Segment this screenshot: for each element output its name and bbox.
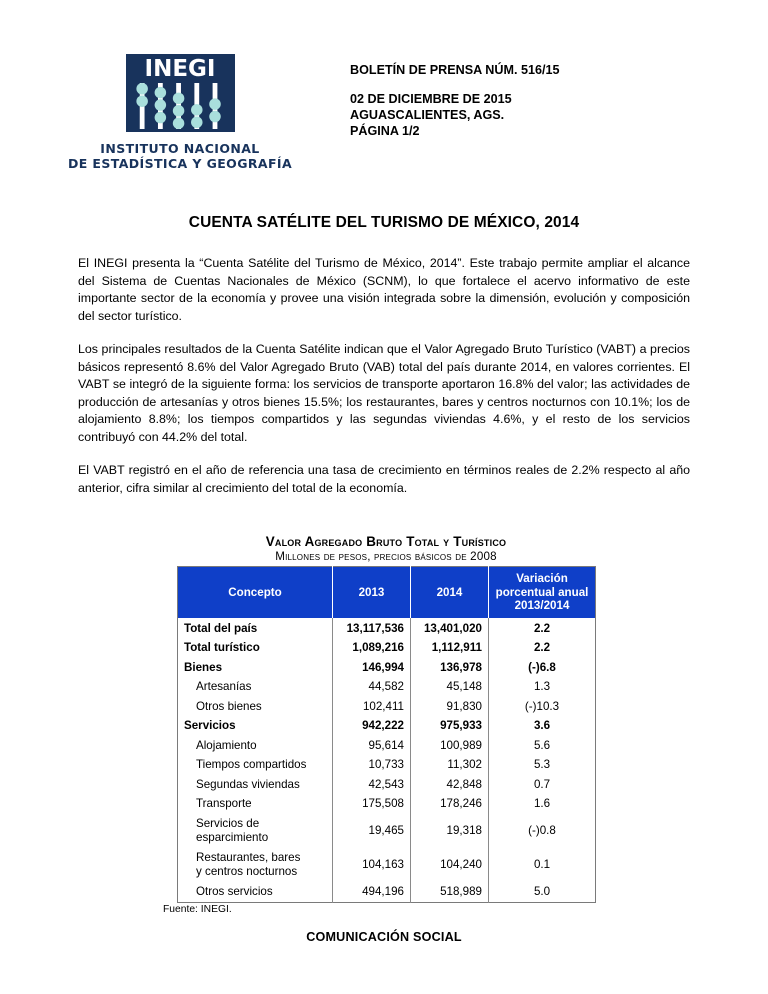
cell-2014: 42,848 — [411, 775, 489, 795]
cell-2014: 45,148 — [411, 678, 489, 698]
cell-concept — [178, 756, 333, 776]
header-meta — [340, 52, 559, 139]
table-row — [178, 678, 596, 698]
inegi-logo — [0, 52, 340, 171]
table-row — [178, 618, 596, 639]
cell-2014: 19,318 — [411, 814, 489, 848]
cell-2014: 518,989 — [411, 882, 489, 902]
concept-line: Transporte — [196, 797, 252, 810]
cell-concept — [178, 775, 333, 795]
cell-2014: 975,933 — [411, 717, 489, 737]
cell-2013: 175,508 — [333, 795, 411, 815]
col-header-concepto: Concepto — [178, 567, 333, 618]
abacus-icon — [134, 83, 227, 129]
inegi-wordmark: INEGI — [144, 56, 216, 82]
cell-2014: 11,302 — [411, 756, 489, 776]
cell-2013: 13,117,536 — [333, 618, 411, 639]
cell-variacion: 1.6 — [489, 795, 596, 815]
cell-variacion: 0.1 — [489, 848, 596, 882]
concept-line: Segundas viviendas — [196, 777, 300, 791]
variacion-line-3: 2013/2014 — [514, 599, 570, 612]
cell-concept — [178, 814, 333, 848]
cell-2013: 942,222 — [333, 717, 411, 737]
inegi-tagline — [68, 141, 292, 171]
bulletin-date: 02 DE DICIEMBRE DE 2015 — [350, 92, 512, 106]
table-row — [178, 775, 596, 795]
table-row — [178, 848, 596, 882]
table-source-note: Fuente: INEGI. — [163, 903, 232, 915]
table-row — [178, 658, 596, 678]
concept-line: y centros nocturnos — [196, 865, 298, 878]
paragraph-2: Los principales resultados de la Cuenta Satélite indican que el Valor Agregado Bruto Turístico (VABT) a precios básicos representó 8.6% del Valor Agregado Bruto (VAB) total del país durante 2014, en valores corrientes. El VABT se integró de la siguiente forma: los servicios de transporte aportaron 16.8% del valor; las actividades de producción de artesanías y otros bienes 15.5%; los restaurantes, bares y centros nocturnos con 10.1%; los de alojamiento 8.8%; los tiempos compartidos y las segundas viviendas 4.6%, y el resto de los servicios contribuyó con 44.2% del total. — [78, 342, 690, 444]
page-title: CUENTA SATÉLITE DEL TURISMO DE MÉXICO, 2014 — [188, 214, 580, 231]
cell-variacion: 1.3 — [489, 678, 596, 698]
table-row — [178, 736, 596, 756]
cell-2013: 42,543 — [333, 775, 411, 795]
cell-2013: 102,411 — [333, 697, 411, 717]
table-subtitle: Millones de pesos, precios básicos de 2008 — [275, 550, 497, 563]
concept-line: Restaurantes, bares — [196, 850, 301, 864]
bulletin-page: PÁGINA 1/2 — [350, 124, 420, 138]
cell-concept — [178, 678, 333, 698]
cell-2013: 146,994 — [333, 658, 411, 678]
concept-line: Total turístico — [184, 641, 260, 654]
cell-variacion: 5.6 — [489, 736, 596, 756]
cell-2013: 95,614 — [333, 736, 411, 756]
cell-concept — [178, 882, 333, 902]
cell-concept — [178, 736, 333, 756]
cell-2014: 91,830 — [411, 697, 489, 717]
concept-line: Alojamiento — [196, 738, 257, 752]
cell-2014: 1,112,911 — [411, 639, 489, 659]
table-title: Valor Agregado Bruto Total y Turístico — [265, 534, 507, 549]
concept-line: Servicios de esparcimiento — [196, 816, 269, 844]
variacion-line-2: porcentual anual — [495, 585, 589, 599]
variacion-line-1: Variación — [516, 572, 568, 585]
cell-2013: 104,163 — [333, 848, 411, 882]
cell-2014: 136,978 — [411, 658, 489, 678]
concept-line: Tiempos compartidos — [196, 758, 307, 771]
cell-concept — [178, 717, 333, 737]
cell-variacion: 2.2 — [489, 618, 596, 639]
cell-2014: 100,989 — [411, 736, 489, 756]
cell-variacion: (-)10.3 — [489, 697, 596, 717]
col-header-variacion — [489, 567, 596, 618]
page-footer: COMUNICACIÓN SOCIAL — [306, 930, 462, 944]
col-header-2013: 2013 — [333, 567, 411, 618]
concept-line: Artesanías — [196, 680, 252, 693]
concept-line: Servicios — [184, 719, 236, 732]
cell-2013: 494,196 — [333, 882, 411, 902]
table-body — [178, 618, 596, 903]
body-copy — [78, 232, 690, 497]
bulletin-number: BOLETÍN DE PRENSA NÚM. 516/15 — [350, 63, 560, 77]
cell-2013: 10,733 — [333, 756, 411, 776]
cell-variacion: (-)6.8 — [489, 658, 596, 678]
table-header-row — [178, 567, 596, 618]
cell-2014: 13,401,020 — [411, 618, 489, 639]
col-header-2014: 2014 — [411, 567, 489, 618]
cell-2014: 178,246 — [411, 795, 489, 815]
cell-variacion: 3.6 — [489, 717, 596, 737]
table-row — [178, 882, 596, 902]
table-row — [178, 717, 596, 737]
cell-concept — [178, 639, 333, 659]
table-row — [178, 756, 596, 776]
cell-variacion: 5.3 — [489, 756, 596, 776]
concept-line: Otros bienes — [196, 699, 262, 713]
cell-concept — [178, 795, 333, 815]
cell-concept — [178, 618, 333, 639]
cell-concept — [178, 697, 333, 717]
cell-variacion: 2.2 — [489, 639, 596, 659]
cell-variacion: 0.7 — [489, 775, 596, 795]
inegi-tagline-line2: DE ESTADÍSTICA Y GEOGRAFÍA — [67, 156, 293, 171]
bulletin-city: AGUASCALIENTES, AGS. — [350, 108, 505, 122]
cell-variacion: 5.0 — [489, 882, 596, 902]
cell-2013: 19,465 — [333, 814, 411, 848]
inegi-tagline-line1: INSTITUTO NACIONAL — [100, 141, 260, 156]
table-row — [178, 639, 596, 659]
table-block — [0, 534, 768, 915]
cell-variacion: (-)0.8 — [489, 814, 596, 848]
document-header — [0, 0, 768, 171]
cell-concept — [178, 848, 333, 882]
cell-concept — [178, 658, 333, 678]
inegi-logo-mark — [124, 52, 237, 134]
concept-line: Otros servicios — [196, 884, 273, 898]
cell-2014: 104,240 — [411, 848, 489, 882]
paragraph-3: El VABT registró en el año de referencia una tasa de crecimiento en términos reales de 2.2% respecto al año anterior, cifra similar al crecimiento del total de la economía. — [78, 463, 690, 495]
table-row — [178, 814, 596, 848]
cell-2013: 1,089,216 — [333, 639, 411, 659]
table-row — [178, 697, 596, 717]
cell-2013: 44,582 — [333, 678, 411, 698]
concept-line: Bienes — [184, 660, 223, 674]
table-row — [178, 795, 596, 815]
table-head — [178, 567, 596, 618]
vabt-table — [177, 566, 596, 903]
paragraph-1: El INEGI presenta la “Cuenta Satélite del Turismo de México, 2014”. Este trabajo permite ampliar el alcance del Sistema de Cuentas Nacionales de México (SCNM), lo que fortalece el acervo informativo de este importante sector de la economía y provee una visión integrada sobre la dimensión, evolución y composición del sector turístico. — [78, 256, 690, 323]
concept-line: Total del país — [184, 621, 258, 635]
